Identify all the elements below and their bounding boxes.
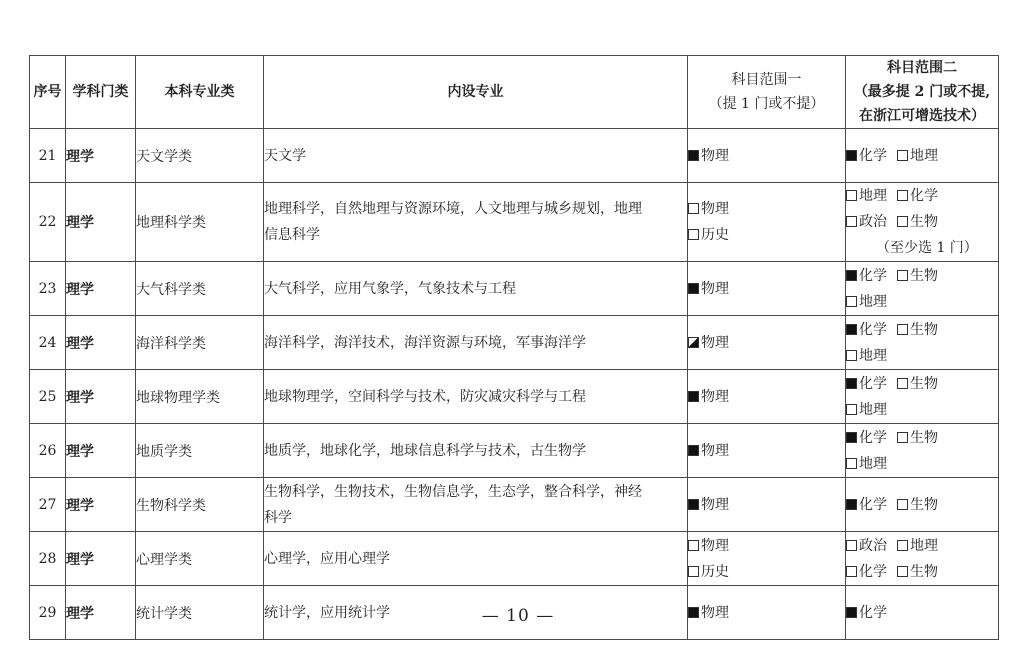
row-range2 <box>846 424 999 478</box>
range2-option-label: 生物 <box>910 321 938 338</box>
range1-option <box>688 443 729 459</box>
majors-line: 统计学，应用统计学 <box>264 604 390 621</box>
row-index: 23 <box>30 262 66 316</box>
row-class: 统计学类 <box>136 586 264 640</box>
range2-option-label: 生物 <box>910 267 938 284</box>
range2-option-label: 化学 <box>910 188 938 204</box>
range2-option-label: 化学 <box>859 321 887 338</box>
empty-box-icon <box>846 350 857 361</box>
range2-option-label: 生物 <box>910 214 938 230</box>
majors-line: 心理学，应用心理学 <box>264 550 390 567</box>
range2-option <box>897 268 938 284</box>
row-class: 生物科学类 <box>136 478 264 532</box>
range1-line <box>688 559 845 585</box>
checked-box-icon <box>846 324 857 335</box>
empty-box-icon <box>897 270 908 281</box>
table-row <box>30 183 999 262</box>
row-majors <box>264 478 688 532</box>
empty-box-icon <box>897 499 908 510</box>
row-range1 <box>688 478 846 532</box>
range1-option <box>688 389 729 405</box>
checked-box-icon <box>846 378 857 389</box>
range1-option <box>688 201 729 217</box>
row-majors <box>264 532 688 586</box>
empty-box-icon <box>688 566 699 577</box>
checked-box-icon <box>846 499 857 510</box>
range2-line <box>846 289 998 315</box>
range1-line <box>688 276 845 302</box>
range2-option-label: 政治 <box>859 537 887 554</box>
empty-box-icon <box>846 296 857 307</box>
range2-line <box>846 371 998 397</box>
header-range2-note2: 在浙江可增选技术） <box>859 108 985 124</box>
empty-box-icon <box>897 566 908 577</box>
row-category: 理学 <box>66 183 136 262</box>
majors-line: 海洋科学，海洋技术，海洋资源与环境，军事海洋学 <box>264 334 586 351</box>
range1-option <box>688 497 729 513</box>
row-range1 <box>688 532 846 586</box>
range1-option-label: 物理 <box>701 280 729 297</box>
range2-option-label: 地理 <box>859 347 887 364</box>
range2-option-label: 政治 <box>859 214 887 230</box>
checked-box-icon <box>688 150 699 161</box>
range2-option <box>897 214 938 230</box>
range1-option <box>688 227 729 243</box>
range2-option-label: 化学 <box>859 147 887 164</box>
range2-option <box>846 456 887 472</box>
range2-option-label: 地理 <box>910 147 938 164</box>
range1-option <box>688 148 729 164</box>
range2-option <box>897 430 938 446</box>
checked-box-icon <box>688 445 699 456</box>
table-row <box>30 532 999 586</box>
range2-option <box>846 538 887 554</box>
range2-option-label: 地理 <box>859 188 887 204</box>
row-category: 理学 <box>66 370 136 424</box>
checked-box-icon <box>688 283 699 294</box>
table-row <box>30 129 999 183</box>
range2-option <box>897 188 938 204</box>
majors-line: 大气科学，应用气象学，气象技术与工程 <box>264 280 516 297</box>
row-category: 理学 <box>66 478 136 532</box>
row-range2 <box>846 316 999 370</box>
majors-line: 信息科学 <box>264 227 320 243</box>
range1-line <box>688 222 845 248</box>
range2-option-label: 化学 <box>859 429 887 446</box>
row-index: 27 <box>30 478 66 532</box>
row-range1 <box>688 424 846 478</box>
page-number: — 10 — <box>481 606 555 626</box>
row-range2 <box>846 532 999 586</box>
range2-option-label: 化学 <box>859 563 887 580</box>
row-majors <box>264 262 688 316</box>
row-range1 <box>688 262 846 316</box>
header-index: 序号 <box>30 56 66 129</box>
range2-option <box>846 188 887 204</box>
range1-option-label: 物理 <box>701 201 729 217</box>
range1-option-label: 物理 <box>701 388 729 405</box>
range2-line <box>846 559 998 585</box>
range1-option-label: 物理 <box>701 604 729 621</box>
majors-line: 天文学 <box>264 147 306 164</box>
row-range2 <box>846 129 999 183</box>
range1-option-label: 物理 <box>701 496 729 513</box>
row-class: 地理科学类 <box>136 183 264 262</box>
empty-box-icon <box>688 540 699 551</box>
range1-option <box>688 281 729 297</box>
empty-box-icon <box>897 378 908 389</box>
checked-box-icon <box>846 150 857 161</box>
range2-line <box>846 209 998 235</box>
header-range2-title: 科目范围二 <box>887 60 957 76</box>
range2-option <box>846 294 887 310</box>
row-class: 海洋科学类 <box>136 316 264 370</box>
range2-option <box>897 148 938 164</box>
range2-note: （至少选 1 门） <box>876 240 978 256</box>
row-class: 地质学类 <box>136 424 264 478</box>
empty-box-icon <box>688 203 699 214</box>
header-category: 学科门类 <box>66 56 136 129</box>
range2-option-label: 生物 <box>910 375 938 392</box>
row-class: 心理学类 <box>136 532 264 586</box>
row-class: 地球物理学类 <box>136 370 264 424</box>
range2-line <box>846 143 998 169</box>
row-range1 <box>688 183 846 262</box>
range2-option-label: 地理 <box>910 537 938 554</box>
range2-option-label: 化学 <box>859 375 887 392</box>
row-index: 29 <box>30 586 66 640</box>
range2-option <box>897 322 938 338</box>
table-row <box>30 316 999 370</box>
row-class: 天文学类 <box>136 129 264 183</box>
range2-line <box>846 343 998 369</box>
range1-option <box>688 538 729 554</box>
row-majors <box>264 183 688 262</box>
row-range1 <box>688 316 846 370</box>
range1-option-label: 物理 <box>701 334 729 351</box>
header-range1-title: 科目范围一 <box>731 72 802 88</box>
range2-line <box>846 263 998 289</box>
table-row <box>30 262 999 316</box>
row-range2 <box>846 262 999 316</box>
range2-line <box>846 397 998 423</box>
range1-option-label: 物理 <box>701 147 729 164</box>
majors-line: 科学 <box>264 509 292 526</box>
range2-option <box>846 148 887 164</box>
range2-option <box>846 430 887 446</box>
row-range1 <box>688 129 846 183</box>
range2-option <box>897 376 938 392</box>
checked-box-icon <box>846 270 857 281</box>
header-range2-note1: （最多提 2 门或不提, <box>853 84 991 100</box>
row-class: 大气科学类 <box>136 262 264 316</box>
range2-option <box>897 497 938 513</box>
range2-option <box>846 564 887 580</box>
empty-box-icon <box>897 432 908 443</box>
row-majors <box>264 316 688 370</box>
range2-option <box>897 564 938 580</box>
range2-option-label: 地理 <box>859 401 887 418</box>
range1-line <box>688 492 845 518</box>
range2-option-label: 地理 <box>859 293 887 310</box>
range2-option-label: 化学 <box>859 604 887 621</box>
range2-option <box>846 214 887 230</box>
empty-box-icon <box>846 458 857 469</box>
partial-box-icon <box>688 337 699 348</box>
row-category: 理学 <box>66 424 136 478</box>
empty-box-icon <box>846 540 857 551</box>
range2-option <box>846 348 887 364</box>
table-row <box>30 424 999 478</box>
row-category: 理学 <box>66 262 136 316</box>
row-index: 21 <box>30 129 66 183</box>
majors-line: 生物科学，生物技术，生物信息学，生态学，整合科学，神经 <box>264 483 642 500</box>
range2-line <box>846 492 998 518</box>
majors-line: 地质学，地球化学，地球信息科学与技术，古生物学 <box>264 442 586 459</box>
row-category: 理学 <box>66 586 136 640</box>
range2-option <box>846 402 887 418</box>
empty-box-icon <box>897 190 908 201</box>
empty-box-icon <box>897 324 908 335</box>
subject-requirements-table <box>29 55 999 640</box>
empty-box-icon <box>846 216 857 227</box>
checked-box-icon <box>688 391 699 402</box>
header-range1-note: （提 1 门或不提） <box>708 96 825 112</box>
empty-box-icon <box>688 229 699 240</box>
range1-line <box>688 196 845 222</box>
range2-option-label: 生物 <box>910 563 938 580</box>
range1-option <box>688 564 729 580</box>
range2-line <box>846 533 998 559</box>
empty-box-icon <box>897 540 908 551</box>
row-index: 26 <box>30 424 66 478</box>
range2-option-label: 化学 <box>859 496 887 513</box>
range2-option <box>846 376 887 392</box>
range2-option <box>846 322 887 338</box>
range1-line <box>688 384 845 410</box>
range2-option <box>846 497 887 513</box>
range2-option-label: 化学 <box>859 267 887 284</box>
row-range2 <box>846 370 999 424</box>
row-majors <box>264 370 688 424</box>
row-index: 24 <box>30 316 66 370</box>
header-range2 <box>846 56 999 129</box>
row-range1 <box>688 370 846 424</box>
empty-box-icon <box>897 216 908 227</box>
empty-box-icon <box>846 404 857 415</box>
range2-option-label: 生物 <box>910 429 938 446</box>
row-majors <box>264 424 688 478</box>
header-row <box>30 56 999 129</box>
range2-line <box>846 183 998 209</box>
row-index: 28 <box>30 532 66 586</box>
header-class: 本科专业类 <box>136 56 264 129</box>
range2-line <box>846 451 998 477</box>
range2-line <box>846 425 998 451</box>
row-category: 理学 <box>66 532 136 586</box>
range1-line <box>688 533 845 559</box>
range1-line <box>688 143 845 169</box>
range1-line <box>688 438 845 464</box>
majors-line: 地球物理学，空间科学与技术，防灾减灾科学与工程 <box>264 388 586 405</box>
range1-option-label: 物理 <box>701 442 729 459</box>
range1-option-label: 历史 <box>701 563 729 580</box>
range2-option <box>846 268 887 284</box>
row-category: 理学 <box>66 316 136 370</box>
checked-box-icon <box>688 499 699 510</box>
empty-box-icon <box>846 566 857 577</box>
majors-line: 地理科学，自然地理与资源环境，人文地理与城乡规划，地理 <box>264 201 642 217</box>
row-index: 25 <box>30 370 66 424</box>
range2-line <box>846 317 998 343</box>
table-row <box>30 370 999 424</box>
row-category: 理学 <box>66 129 136 183</box>
empty-box-icon <box>897 150 908 161</box>
range1-line <box>688 330 845 356</box>
header-range1 <box>688 56 846 129</box>
header-majors: 内设专业 <box>264 56 688 129</box>
row-range2 <box>846 183 999 262</box>
empty-box-icon <box>846 190 857 201</box>
row-majors <box>264 129 688 183</box>
row-range2 <box>846 478 999 532</box>
range1-option-label: 物理 <box>701 537 729 554</box>
range2-option-label: 生物 <box>910 496 938 513</box>
range2-option <box>897 538 938 554</box>
table-row <box>30 478 999 532</box>
range1-option <box>688 335 729 351</box>
range2-option-label: 地理 <box>859 455 887 472</box>
checked-box-icon <box>846 432 857 443</box>
row-index: 22 <box>30 183 66 262</box>
range1-option-label: 历史 <box>701 227 729 243</box>
